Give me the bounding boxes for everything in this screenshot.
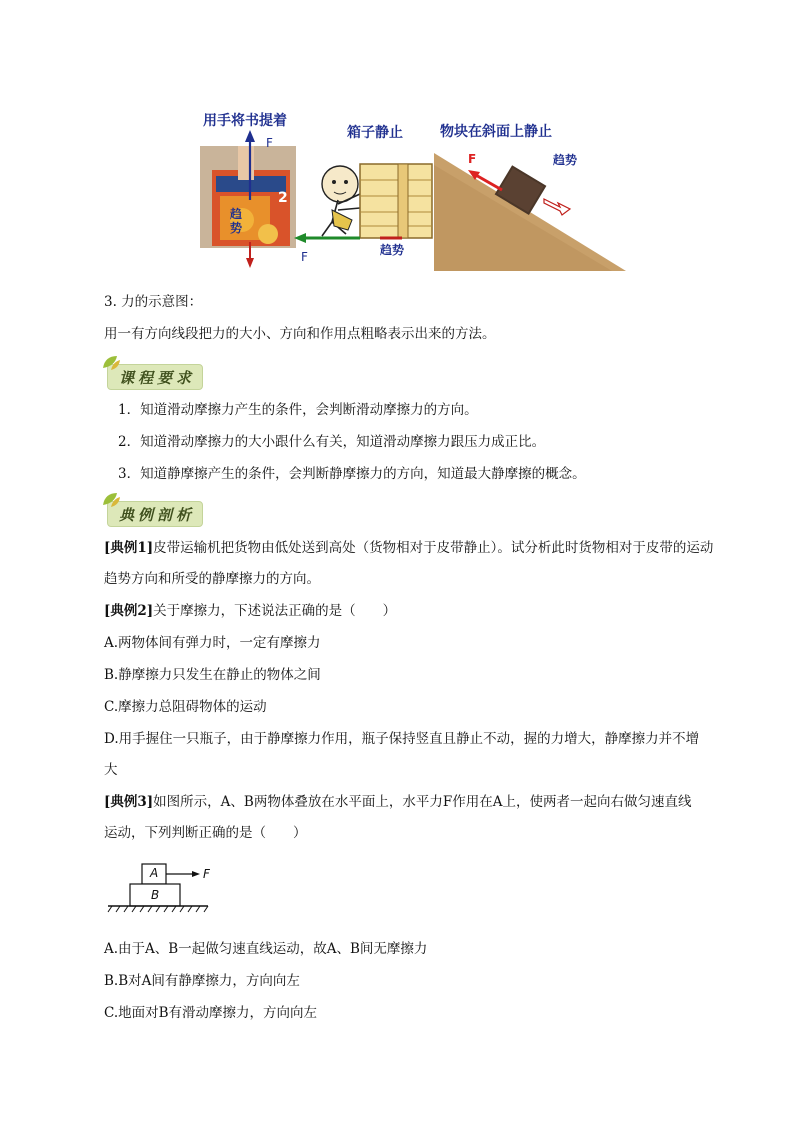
- example3-option-c: C.地面对B有滑动摩擦力，方向向左: [104, 1005, 318, 1021]
- hand-book-title: 用手将书提着: [203, 113, 287, 129]
- requirements-banner-label: 课程要求: [119, 369, 196, 387]
- requirements-banner: [101, 360, 201, 390]
- example1-text: 皮带运输机把货物由低处送到高处（货物相对于皮带静止）。试分析此时货物相对于皮带的运动: [153, 540, 714, 556]
- example1-line1: [104, 538, 713, 558]
- leaf-icon: [101, 354, 121, 372]
- trend-slope-label: 趋势: [553, 153, 578, 167]
- examples-banner: [101, 497, 201, 527]
- section3-text: 用一有方向线段把力的大小、方向和作用点粗略表示出来的方法。: [104, 326, 496, 342]
- block-b-label: B: [151, 888, 160, 902]
- leaf-icon: [101, 491, 121, 509]
- pushing-box-illustration: [294, 150, 434, 260]
- force-left-label: F: [301, 250, 308, 264]
- example2-question: [104, 601, 396, 621]
- example2-text: 关于摩擦力，下述说法正确的是（ ）: [153, 603, 397, 619]
- example2-option-c: C.摩擦力总阻碍物体的运动: [104, 699, 267, 715]
- trend-book-label: 趋势: [230, 207, 243, 235]
- example1-tag: [典例1]: [104, 540, 154, 556]
- example2-tag: [典例2]: [104, 603, 154, 619]
- section3-heading: 3. 力的示意图：: [104, 294, 203, 310]
- example3-option-a: A.由于A、B一起做匀速直线运动，故A、B间无摩擦力: [104, 941, 428, 957]
- example1-line2: 趋势方向和所受的静摩擦力的方向。: [104, 571, 320, 587]
- stacked-blocks-figure: [104, 858, 224, 918]
- trend-box-label: 趋势: [380, 243, 405, 257]
- example3-line1: [104, 792, 691, 812]
- example2-option-b: B.静摩擦力只发生在静止的物体之间: [104, 667, 321, 683]
- force-up-label: F: [266, 136, 273, 150]
- example3-tag: [典例3]: [104, 794, 154, 810]
- block-a-label: A: [150, 866, 159, 880]
- requirement-item: 1．知道滑动摩擦力产生的条件，会判断滑动摩擦力的方向。: [118, 402, 478, 418]
- example2-option-d-cont: 大: [104, 762, 118, 778]
- example3-text: 如图所示，A、B两物体叠放在水平面上，水平力F作用在A上，使两者一起向右做匀速直线: [153, 794, 692, 810]
- examples-banner-label: 典例剖析: [119, 506, 196, 524]
- force-slope-label: F: [468, 152, 477, 166]
- example3-line2: 运动，下列判断正确的是（ ）: [104, 825, 307, 841]
- requirement-item: 3．知道静摩擦产生的条件，会判断静摩擦力的方向，知道最大静摩擦的概念。: [118, 466, 586, 482]
- block-on-slope-illustration: [432, 145, 628, 271]
- example2-option-d: D.用手握住一只瓶子，由于静摩擦力作用，瓶子保持竖直且静止不动，握的力增大，静摩擦力并不增: [104, 731, 700, 747]
- requirement-item: 2．知道滑动摩擦力的大小跟什么有关，知道滑动摩擦力跟压力成正比。: [118, 434, 546, 450]
- box-static-title: 箱子静止: [347, 125, 403, 141]
- force-f-label: F: [203, 867, 210, 881]
- example3-option-b: B.B对A间有静摩擦力，方向向左: [104, 973, 300, 989]
- block-slope-title: 物块在斜面上静止: [440, 124, 552, 140]
- example2-option-a: A.两物体间有弹力时，一定有摩擦力: [104, 635, 321, 651]
- svg-text:2: 2: [278, 190, 288, 206]
